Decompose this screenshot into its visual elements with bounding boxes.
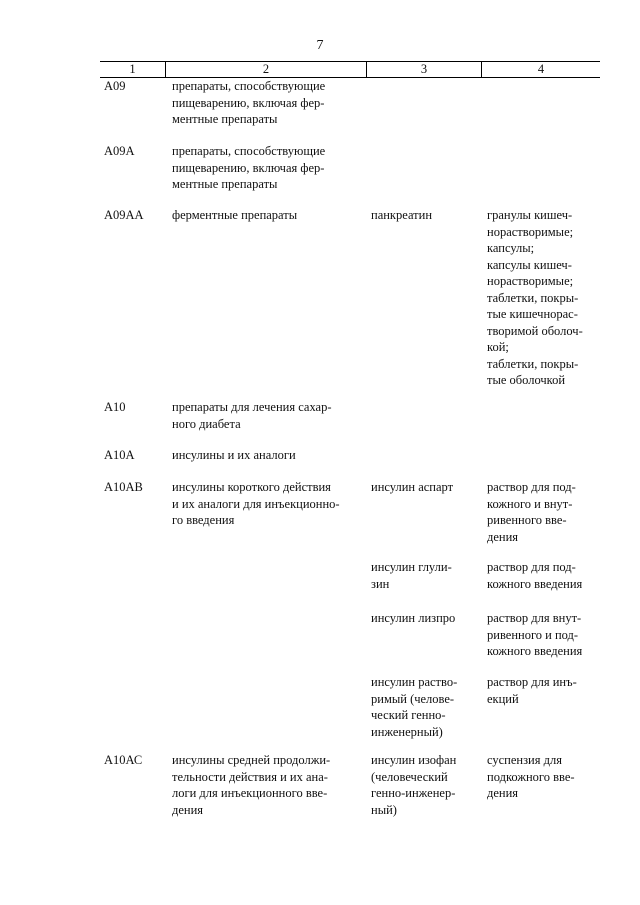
pharmacological-group: инсулины и их аналоги (172, 448, 296, 462)
dosage-forms: раствор для внут- ривенного и под- кожного введения (487, 611, 583, 658)
table-header-row (100, 61, 600, 78)
active-substance: инсулин глули- зин (371, 560, 452, 591)
pharmacological-group: препараты, способствующие пищеварению, включая фер- ментные препараты (172, 144, 326, 191)
atc-code: А10АС (104, 753, 143, 767)
dosage-forms: раствор для под- кожного и внут- ривенного вве- дения (487, 480, 576, 544)
atc-code: А10АВ (104, 480, 143, 494)
header-col-2: 2 (262, 62, 270, 76)
dosage-forms: раствор для инъ- екций (487, 675, 577, 706)
active-substance: панкреатин (371, 208, 433, 222)
header-col-3: 3 (420, 62, 428, 76)
header-col-1: 1 (129, 62, 136, 76)
active-substance: инсулин аспарт (371, 480, 454, 494)
active-substance: инсулин раство- римый (челове- ческий генно- инженерный) (371, 675, 458, 739)
atc-code: А09А (104, 144, 135, 158)
pharmacological-group: ферментные препараты (172, 208, 298, 222)
pharmacological-group: препараты, способствующие пищеварению, включая фер- ментные препараты (172, 79, 326, 126)
dosage-forms: гранулы кишеч- норастворимые; капсулы; капсулы кишеч- норастворимые; таблетки, покры- тые кишечнорас- творимой оболоч- кой; таблетки, покры- тые оболочкой (487, 208, 583, 387)
header-col-4: 4 (537, 62, 545, 76)
dosage-forms: суспензия для подкожного вве- дения (487, 753, 575, 800)
active-substance: инсулин изофан (человеческий генно-инженер- ный) (371, 753, 457, 817)
pharmacological-group: инсулины средней продолжи- тельности действия и их ана- логи для инъекционного вве- дения (172, 753, 331, 817)
pharmacological-group: инсулины короткого действия и их аналоги для инъекционно- го введения (172, 480, 340, 527)
pharmacological-group: препараты для лечения сахар- ного диабета (172, 400, 332, 431)
atc-code: А09 (104, 79, 126, 93)
page-number: 7 (316, 38, 324, 53)
atc-code: А10А (104, 448, 135, 462)
atc-code: А10 (104, 400, 126, 414)
dosage-forms: раствор для под- кожного введения (487, 560, 583, 591)
atc-code: А09АА (104, 208, 144, 222)
active-substance: инсулин лизпро (371, 611, 456, 625)
